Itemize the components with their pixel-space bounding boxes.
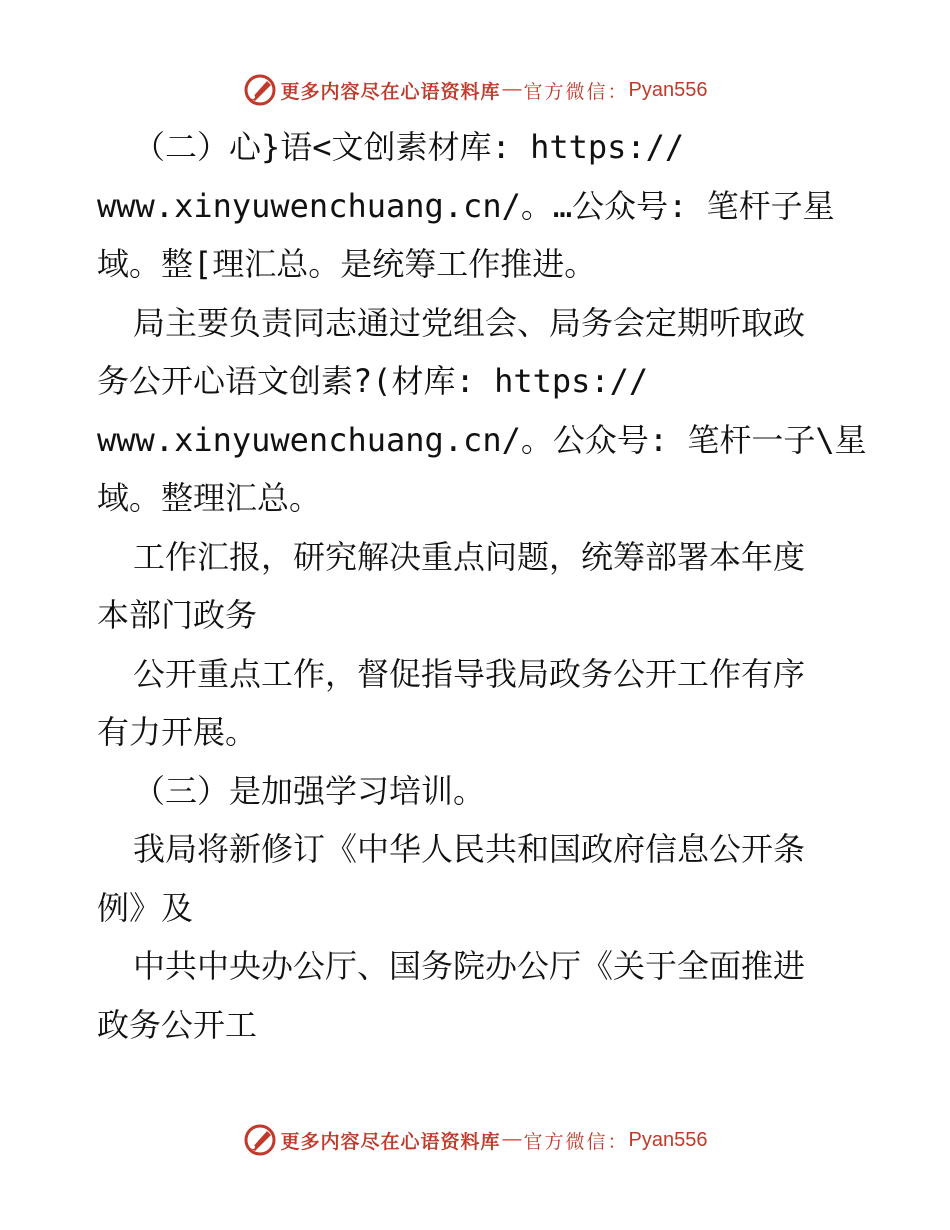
text-line: 本部门政务 bbox=[97, 596, 258, 634]
header-banner bbox=[0, 70, 950, 110]
banner-wechat-label: 官方微信： bbox=[523, 80, 629, 103]
text-line: 我局将新修订《中华人民共和国政府信息公开条 bbox=[133, 830, 806, 868]
pen-logo-icon bbox=[243, 73, 277, 107]
document-body bbox=[97, 118, 867, 1054]
footer-banner bbox=[0, 1120, 950, 1160]
text-line: www.xinyuwenchuang.cn/。…公众号: 笔杆子星 bbox=[97, 186, 835, 225]
text-line: 政务公开工 bbox=[97, 1005, 258, 1044]
text-line: 工作汇报，研究解决重点问题，统筹部署本年度 bbox=[133, 537, 806, 576]
banner-dash: — bbox=[502, 1129, 522, 1150]
text-line: 务公开心语文创素?(材库: https:// bbox=[97, 362, 649, 400]
pen-logo-icon bbox=[243, 1123, 277, 1157]
text-line: 例》及 bbox=[97, 888, 194, 927]
text-line: 中共中央办公厅、国务院办公厅《关于全面推进 bbox=[133, 947, 806, 985]
banner-text: 更多内容尽在心语资料库 bbox=[280, 1130, 501, 1153]
text-line: 局主要负责同志通过党组会、局务会定期听取政 bbox=[133, 303, 806, 342]
text-line: www.xinyuwenchuang.cn/。公众号: 笔杆一子\星 bbox=[97, 420, 867, 459]
text-line: 域。整理汇总。 bbox=[97, 479, 322, 517]
banner-wechat-label: 官方微信： bbox=[523, 1130, 629, 1153]
text-line: （二）心}语<文创素材库: https:// bbox=[133, 128, 685, 166]
text-line: 公开重点工作，督促指导我局政务公开工作有序 bbox=[133, 654, 806, 693]
text-line: 有力开展。 bbox=[97, 713, 258, 751]
text-line: （三）是加强学习培训。 bbox=[133, 771, 486, 810]
banner-wechat-id: Pyan556 bbox=[628, 78, 708, 101]
banner-wechat-id: Pyan556 bbox=[628, 1128, 708, 1151]
banner-dash: — bbox=[502, 79, 522, 100]
banner-text: 更多内容尽在心语资料库 bbox=[280, 80, 501, 103]
text-line: 域。整[理汇总。是统筹工作推进。 bbox=[97, 245, 597, 283]
